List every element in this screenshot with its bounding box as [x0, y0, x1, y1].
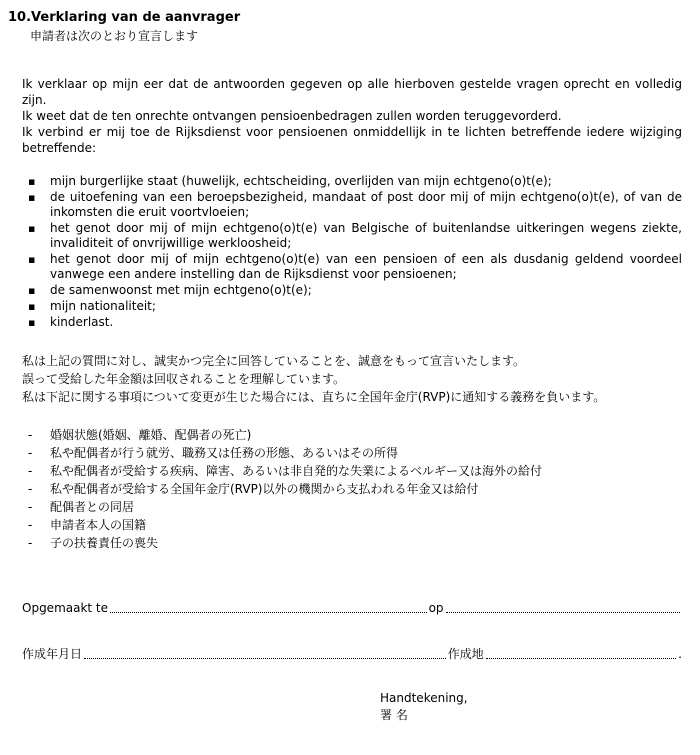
- date-label-ja: 作成年月日: [22, 647, 83, 661]
- intro-line-ja: 私は下記に関する事項について変更が生じた場合には、直ちに全国年金庁(RVP)に通知する義務を負います。: [22, 390, 606, 404]
- square-bullet-icon: ▪: [28, 316, 36, 329]
- list-item-text: mijn nationaliteit;: [50, 299, 156, 313]
- list-item: [28, 516, 682, 534]
- dash-bullet-icon: -: [28, 428, 33, 442]
- document-body: [22, 76, 682, 724]
- signature-label-nl: Handtekening,: [380, 691, 468, 705]
- signature-block: [380, 690, 682, 724]
- intro-line-ja: 誤って受給した年金額は回収されることを理解しています。: [22, 372, 346, 386]
- square-bullet-icon: ▪: [28, 300, 36, 313]
- list-item-text: kinderlast.: [50, 315, 114, 329]
- dash-bullet-icon: -: [28, 536, 33, 550]
- list-item: [28, 462, 682, 480]
- square-bullet-icon: ▪: [28, 253, 36, 266]
- list-item-text: de samenwoonst met mijn echtgeno(o)t(e);: [50, 283, 312, 297]
- square-bullet-icon: ▪: [28, 222, 36, 235]
- list-item: [28, 252, 682, 282]
- dash-bullet-icon: -: [28, 500, 33, 514]
- dash-bullet-icon: -: [28, 518, 33, 532]
- list-item-text: mijn burgerlijke staat (huwelijk, echtscheiding, overlijden van mijn echtgeno(o)t(e);: [50, 174, 552, 188]
- trailing-period: .: [678, 647, 682, 661]
- date-field-dotted-line: [446, 603, 680, 613]
- made-at-line: [22, 600, 682, 616]
- list-item-text: het genot door mij of mijn echtgeno(o)t(e) van Belgische of buitenlandse uitkeringen wegens ziekte, invaliditeit of onvrijwillige werkloosheid;: [50, 221, 682, 250]
- change-items-list-nl: [22, 174, 682, 330]
- square-bullet-icon: ▪: [28, 175, 36, 188]
- dash-bullet-icon: -: [28, 482, 33, 496]
- list-item: [28, 174, 682, 189]
- square-bullet-icon: ▪: [28, 284, 36, 297]
- intro-line-ja: 私は上記の質問に対し、誠実かつ完全に回答していることを、誠意をもって宣言いたします。: [22, 354, 526, 368]
- list-item-text: 私や配偶者が受給する全国年金庁(RVP)以外の機関から支払われる年金又は給付: [50, 482, 479, 496]
- made-at-line-ja: [22, 646, 682, 662]
- list-item-text: 私や配偶者が受給する疾病、障害、あるいは非自発的な失業によるベルギー又は海外の給付: [50, 464, 543, 478]
- intro-line-nl: Ik verklaar op mijn eer dat de antwoorden gegeven op alle hierboven gestelde vragen oprecht en volledig zijn.: [22, 77, 682, 107]
- list-item: [28, 444, 682, 462]
- list-item: [28, 315, 682, 330]
- opgemaakt-te-label: Opgemaakt te: [22, 601, 109, 615]
- list-item-text: het genot door mij of mijn echtgeno(o)t(e) van een pensioen of een als dusdanig geldend voordeel vanwege een andere instelling dan de Rijksdienst voor pensioenen;: [50, 252, 682, 281]
- list-item: [28, 190, 682, 220]
- intro-line-nl: Ik weet dat de ten onrechte ontvangen pensioenbedragen zullen worden teruggevorderd.: [22, 109, 562, 123]
- square-bullet-icon: ▪: [28, 191, 36, 204]
- signature-label-ja: 署 名: [380, 708, 408, 722]
- dash-bullet-icon: -: [28, 464, 33, 478]
- section-title: 10.Verklaring van de aanvrager: [8, 10, 241, 25]
- place-label-ja: 作成地: [447, 647, 484, 661]
- date-field-ja-dotted-line: [84, 649, 446, 659]
- dash-bullet-icon: -: [28, 446, 33, 460]
- change-items-list-ja: [22, 426, 682, 552]
- list-item: [28, 299, 682, 314]
- place-field-ja-dotted-line: [486, 649, 676, 659]
- list-item-text: 配偶者との同居: [50, 500, 135, 514]
- list-item: [28, 498, 682, 516]
- op-label: op: [428, 601, 444, 615]
- declaration-intro-nl: [22, 76, 682, 156]
- section-subtitle-ja: 申請者は次のとおり宣言します: [30, 29, 199, 43]
- list-item: [28, 283, 682, 298]
- list-item-text: 婚姻状態(婚姻、離婚、配偶者の死亡): [50, 428, 252, 442]
- list-item-text: 私や配偶者が行う就労、職務又は任務の形態、あるいはその所得: [50, 446, 399, 460]
- list-item-text: de uitoefening van een beroepsbezigheid, mandaat of post door mij of mijn echtgeno(o)t(e), of van de inkomsten die eruit voortvloeien;: [50, 190, 682, 219]
- place-field-dotted-line: [110, 603, 427, 613]
- declaration-intro-ja: [22, 352, 682, 406]
- list-item: [28, 426, 682, 444]
- intro-line-nl: Ik verbind er mij toe de Rijksdienst voor pensioenen onmiddellijk in te lichten betreffende iedere wijziging betreffende:: [22, 125, 682, 155]
- list-item-text: 子の扶養責任の喪失: [50, 536, 159, 550]
- list-item: [28, 534, 682, 552]
- list-item: [28, 221, 682, 251]
- list-item: [28, 480, 682, 498]
- list-item-text: 申請者本人の国籍: [50, 518, 147, 532]
